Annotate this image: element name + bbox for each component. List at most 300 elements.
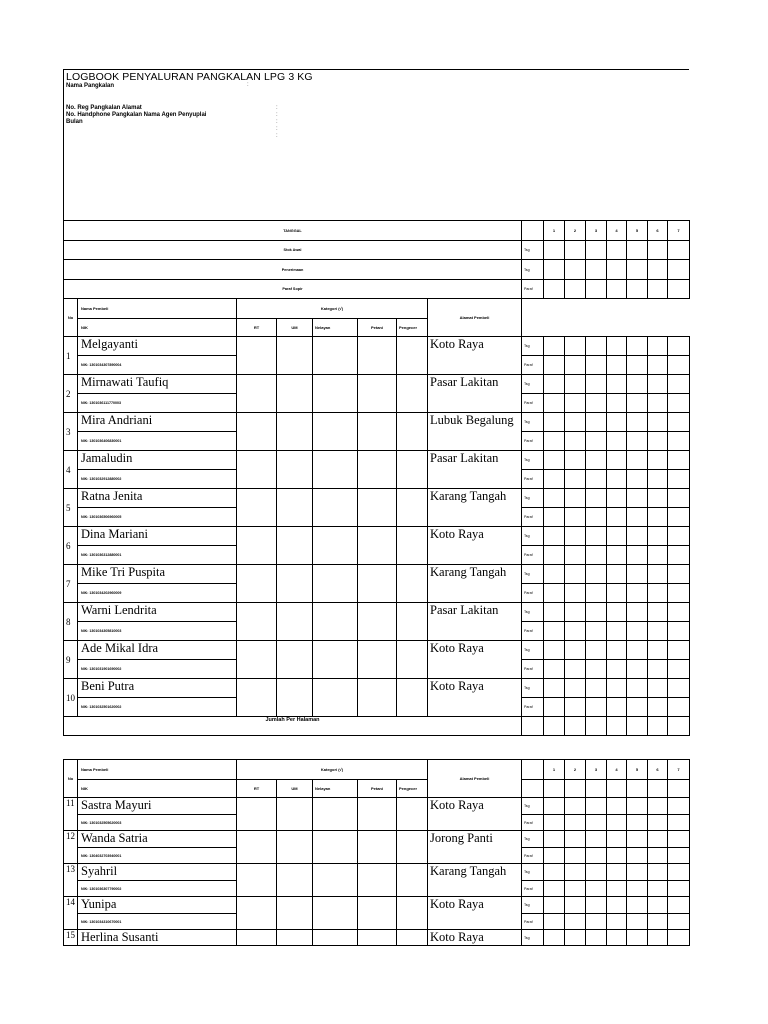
day-cell[interactable] [607,489,627,508]
day-cell[interactable] [648,356,668,375]
day-cell[interactable] [668,337,690,356]
day-cell[interactable] [586,881,607,897]
day-cell[interactable] [544,241,565,260]
day-cell[interactable] [648,584,668,603]
day-cell[interactable] [544,848,565,864]
day-cell[interactable] [586,641,607,660]
day-cell[interactable] [627,394,648,413]
day-cell[interactable] [627,897,648,914]
day-cell[interactable] [565,815,586,831]
day-cell[interactable] [648,679,668,698]
day-cell[interactable] [565,546,586,565]
kategori-checkbox[interactable] [397,565,428,603]
day-cell[interactable] [668,641,690,660]
day-cell[interactable] [544,798,565,815]
kategori-checkbox[interactable] [277,375,313,413]
day-cell[interactable] [668,780,690,798]
day-cell[interactable] [607,930,627,946]
day-cell[interactable] [544,831,565,848]
day-cell[interactable] [668,881,690,897]
day-cell[interactable] [544,508,565,527]
kategori-checkbox[interactable] [358,831,397,864]
kategori-checkbox[interactable] [237,565,277,603]
day-cell[interactable] [565,527,586,546]
day-cell[interactable] [607,815,627,831]
day-cell[interactable] [627,241,648,260]
day-cell[interactable] [648,337,668,356]
day-cell[interactable] [565,798,586,815]
day-cell[interactable] [607,660,627,679]
kategori-checkbox[interactable] [313,864,358,897]
day-cell[interactable] [607,717,627,736]
day-cell[interactable] [668,848,690,864]
day-cell[interactable] [565,356,586,375]
kategori-checkbox[interactable] [237,375,277,413]
day-cell[interactable] [586,914,607,930]
day-cell[interactable] [627,864,648,881]
day-cell[interactable] [586,622,607,641]
day-cell[interactable] [668,508,690,527]
kategori-checkbox[interactable] [237,489,277,527]
day-cell[interactable] [565,897,586,914]
day-cell[interactable] [607,356,627,375]
day-cell[interactable] [586,546,607,565]
day-cell[interactable] [668,413,690,432]
day-cell[interactable] [668,897,690,914]
day-cell[interactable] [648,780,668,798]
day-cell[interactable] [565,717,586,736]
day-cell[interactable] [586,848,607,864]
kategori-checkbox[interactable] [397,489,428,527]
day-cell[interactable] [668,603,690,622]
day-cell[interactable] [544,864,565,881]
day-cell[interactable] [607,432,627,451]
day-cell[interactable] [544,546,565,565]
day-cell[interactable] [668,527,690,546]
day-cell[interactable] [607,337,627,356]
kategori-checkbox[interactable] [397,798,428,831]
day-cell[interactable] [627,914,648,930]
day-cell[interactable] [648,565,668,584]
day-cell[interactable] [668,622,690,641]
day-cell[interactable] [544,432,565,451]
day-cell[interactable] [586,930,607,946]
day-cell[interactable] [607,260,627,280]
day-cell[interactable] [668,914,690,930]
day-cell[interactable] [648,641,668,660]
day-cell[interactable] [668,546,690,565]
day-cell[interactable] [586,241,607,260]
day-cell[interactable] [607,413,627,432]
day-cell[interactable] [565,394,586,413]
day-cell[interactable] [586,815,607,831]
day-cell[interactable] [544,881,565,897]
day-cell[interactable] [544,622,565,641]
day-cell[interactable] [627,848,648,864]
day-cell[interactable] [544,780,565,798]
day-cell[interactable] [565,831,586,848]
day-cell[interactable] [565,679,586,698]
kategori-checkbox[interactable] [277,489,313,527]
day-cell[interactable] [544,413,565,432]
day-cell[interactable] [607,470,627,489]
day-cell[interactable] [544,489,565,508]
kategori-checkbox[interactable] [313,565,358,603]
day-cell[interactable] [586,413,607,432]
day-cell[interactable] [627,432,648,451]
day-cell[interactable] [544,660,565,679]
kategori-checkbox[interactable] [237,897,277,930]
kategori-checkbox[interactable] [313,489,358,527]
kategori-checkbox[interactable] [358,527,397,565]
day-cell[interactable] [544,470,565,489]
day-cell[interactable] [565,260,586,280]
day-cell[interactable] [565,914,586,930]
kategori-checkbox[interactable] [313,897,358,930]
day-cell[interactable] [565,508,586,527]
day-cell[interactable] [544,815,565,831]
day-cell[interactable] [607,881,627,897]
kategori-checkbox[interactable] [313,337,358,375]
kategori-checkbox[interactable] [313,831,358,864]
day-cell[interactable] [607,641,627,660]
day-cell[interactable] [586,698,607,717]
day-cell[interactable] [586,679,607,698]
day-cell[interactable] [544,337,565,356]
day-cell[interactable] [586,356,607,375]
day-cell[interactable] [648,375,668,394]
day-cell[interactable] [544,280,565,299]
day-cell[interactable] [648,717,668,736]
day-cell[interactable] [565,603,586,622]
day-cell[interactable] [668,260,690,280]
day-cell[interactable] [565,451,586,470]
kategori-checkbox[interactable] [277,451,313,489]
day-cell[interactable] [544,603,565,622]
day-cell[interactable] [586,489,607,508]
kategori-checkbox[interactable] [237,337,277,375]
kategori-checkbox[interactable] [313,798,358,831]
day-cell[interactable] [648,815,668,831]
day-cell[interactable] [627,622,648,641]
day-cell[interactable] [565,848,586,864]
day-cell[interactable] [607,584,627,603]
day-cell[interactable] [586,565,607,584]
kategori-checkbox[interactable] [313,641,358,679]
day-cell[interactable] [627,565,648,584]
day-cell[interactable] [648,241,668,260]
kategori-checkbox[interactable] [358,864,397,897]
kategori-checkbox[interactable] [277,413,313,451]
day-cell[interactable] [565,622,586,641]
kategori-checkbox[interactable] [313,451,358,489]
kategori-checkbox[interactable] [237,603,277,641]
day-cell[interactable] [648,527,668,546]
kategori-checkbox[interactable] [237,451,277,489]
day-cell[interactable] [565,641,586,660]
day-cell[interactable] [586,260,607,280]
day-cell[interactable] [565,432,586,451]
day-cell[interactable] [648,798,668,815]
day-cell[interactable] [607,451,627,470]
day-cell[interactable] [544,679,565,698]
day-cell[interactable] [668,470,690,489]
kategori-checkbox[interactable] [358,930,397,946]
day-cell[interactable] [565,413,586,432]
day-cell[interactable] [544,641,565,660]
day-cell[interactable] [627,660,648,679]
day-cell[interactable] [668,798,690,815]
day-cell[interactable] [607,864,627,881]
day-cell[interactable] [607,831,627,848]
day-cell[interactable] [648,698,668,717]
day-cell[interactable] [565,241,586,260]
kategori-checkbox[interactable] [277,831,313,864]
day-cell[interactable] [668,930,690,946]
day-cell[interactable] [627,451,648,470]
day-cell[interactable] [648,260,668,280]
day-cell[interactable] [607,798,627,815]
kategori-checkbox[interactable] [277,603,313,641]
kategori-checkbox[interactable] [397,679,428,717]
day-cell[interactable] [627,780,648,798]
day-cell[interactable] [648,432,668,451]
kategori-checkbox[interactable] [313,413,358,451]
day-cell[interactable] [627,356,648,375]
day-cell[interactable] [627,815,648,831]
day-cell[interactable] [668,451,690,470]
day-cell[interactable] [607,508,627,527]
day-cell[interactable] [586,508,607,527]
kategori-checkbox[interactable] [358,413,397,451]
kategori-checkbox[interactable] [397,930,428,946]
day-cell[interactable] [586,451,607,470]
day-cell[interactable] [544,356,565,375]
day-cell[interactable] [668,679,690,698]
day-cell[interactable] [544,698,565,717]
day-cell[interactable] [627,930,648,946]
kategori-checkbox[interactable] [277,565,313,603]
day-cell[interactable] [627,489,648,508]
kategori-checkbox[interactable] [358,337,397,375]
kategori-checkbox[interactable] [358,798,397,831]
day-cell[interactable] [668,698,690,717]
day-cell[interactable] [668,717,690,736]
day-cell[interactable] [668,356,690,375]
day-cell[interactable] [586,660,607,679]
day-cell[interactable] [627,717,648,736]
day-cell[interactable] [565,565,586,584]
kategori-checkbox[interactable] [277,337,313,375]
day-cell[interactable] [586,375,607,394]
day-cell[interactable] [627,603,648,622]
day-cell[interactable] [586,470,607,489]
day-cell[interactable] [648,864,668,881]
kategori-checkbox[interactable] [358,603,397,641]
day-cell[interactable] [607,565,627,584]
day-cell[interactable] [565,864,586,881]
day-cell[interactable] [565,930,586,946]
day-cell[interactable] [668,280,690,299]
day-cell[interactable] [565,698,586,717]
day-cell[interactable] [586,831,607,848]
day-cell[interactable] [627,641,648,660]
day-cell[interactable] [544,565,565,584]
day-cell[interactable] [648,930,668,946]
day-cell[interactable] [627,508,648,527]
kategori-checkbox[interactable] [237,413,277,451]
kategori-checkbox[interactable] [397,337,428,375]
day-cell[interactable] [565,584,586,603]
kategori-checkbox[interactable] [237,527,277,565]
day-cell[interactable] [627,831,648,848]
day-cell[interactable] [607,914,627,930]
day-cell[interactable] [648,413,668,432]
day-cell[interactable] [607,848,627,864]
kategori-checkbox[interactable] [397,897,428,930]
kategori-checkbox[interactable] [358,375,397,413]
day-cell[interactable] [648,546,668,565]
day-cell[interactable] [544,394,565,413]
day-cell[interactable] [565,780,586,798]
day-cell[interactable] [586,280,607,299]
kategori-checkbox[interactable] [313,603,358,641]
day-cell[interactable] [607,679,627,698]
day-cell[interactable] [607,698,627,717]
day-cell[interactable] [586,337,607,356]
kategori-checkbox[interactable] [277,527,313,565]
day-cell[interactable] [607,241,627,260]
kategori-checkbox[interactable] [313,930,358,946]
kategori-checkbox[interactable] [277,641,313,679]
day-cell[interactable] [544,584,565,603]
day-cell[interactable] [668,831,690,848]
kategori-checkbox[interactable] [358,897,397,930]
day-cell[interactable] [648,489,668,508]
day-cell[interactable] [607,897,627,914]
day-cell[interactable] [627,375,648,394]
kategori-checkbox[interactable] [397,603,428,641]
day-cell[interactable] [586,864,607,881]
day-cell[interactable] [544,527,565,546]
day-cell[interactable] [648,914,668,930]
kategori-checkbox[interactable] [237,864,277,897]
day-cell[interactable] [565,337,586,356]
day-cell[interactable] [648,622,668,641]
day-cell[interactable] [627,413,648,432]
day-cell[interactable] [607,394,627,413]
day-cell[interactable] [586,394,607,413]
day-cell[interactable] [607,603,627,622]
kategori-checkbox[interactable] [397,864,428,897]
kategori-checkbox[interactable] [397,375,428,413]
kategori-checkbox[interactable] [358,565,397,603]
day-cell[interactable] [544,930,565,946]
day-cell[interactable] [586,780,607,798]
day-cell[interactable] [668,815,690,831]
day-cell[interactable] [648,660,668,679]
kategori-checkbox[interactable] [397,451,428,489]
day-cell[interactable] [648,508,668,527]
day-cell[interactable] [607,375,627,394]
kategori-checkbox[interactable] [277,864,313,897]
day-cell[interactable] [648,603,668,622]
kategori-checkbox[interactable] [358,641,397,679]
day-cell[interactable] [627,679,648,698]
kategori-checkbox[interactable] [237,798,277,831]
day-cell[interactable] [648,451,668,470]
day-cell[interactable] [544,451,565,470]
day-cell[interactable] [648,394,668,413]
day-cell[interactable] [648,470,668,489]
kategori-checkbox[interactable] [358,679,397,717]
day-cell[interactable] [668,660,690,679]
day-cell[interactable] [565,489,586,508]
day-cell[interactable] [565,660,586,679]
day-cell[interactable] [586,527,607,546]
day-cell[interactable] [648,897,668,914]
day-cell[interactable] [668,432,690,451]
day-cell[interactable] [668,489,690,508]
day-cell[interactable] [668,241,690,260]
day-cell[interactable] [586,798,607,815]
kategori-checkbox[interactable] [397,831,428,864]
day-cell[interactable] [648,280,668,299]
day-cell[interactable] [544,260,565,280]
day-cell[interactable] [627,260,648,280]
kategori-checkbox[interactable] [237,679,277,717]
day-cell[interactable] [586,584,607,603]
kategori-checkbox[interactable] [277,679,313,717]
day-cell[interactable] [627,584,648,603]
day-cell[interactable] [627,698,648,717]
kategori-checkbox[interactable] [397,527,428,565]
day-cell[interactable] [668,565,690,584]
kategori-checkbox[interactable] [237,641,277,679]
kategori-checkbox[interactable] [313,679,358,717]
kategori-checkbox[interactable] [358,489,397,527]
day-cell[interactable] [544,914,565,930]
day-cell[interactable] [607,280,627,299]
day-cell[interactable] [586,897,607,914]
kategori-checkbox[interactable] [237,831,277,864]
day-cell[interactable] [565,280,586,299]
day-cell[interactable] [627,881,648,897]
day-cell[interactable] [668,375,690,394]
day-cell[interactable] [586,432,607,451]
day-cell[interactable] [565,881,586,897]
day-cell[interactable] [565,470,586,489]
day-cell[interactable] [607,527,627,546]
day-cell[interactable] [627,337,648,356]
kategori-checkbox[interactable] [313,375,358,413]
day-cell[interactable] [627,798,648,815]
kategori-checkbox[interactable] [397,413,428,451]
day-cell[interactable] [544,897,565,914]
kategori-checkbox[interactable] [277,930,313,946]
kategori-checkbox[interactable] [313,527,358,565]
day-cell[interactable] [607,622,627,641]
day-cell[interactable] [565,375,586,394]
day-cell[interactable] [627,470,648,489]
day-cell[interactable] [607,780,627,798]
day-cell[interactable] [648,831,668,848]
day-cell[interactable] [668,584,690,603]
day-cell[interactable] [627,280,648,299]
day-cell[interactable] [586,717,607,736]
kategori-checkbox[interactable] [237,930,277,946]
kategori-checkbox[interactable] [277,798,313,831]
